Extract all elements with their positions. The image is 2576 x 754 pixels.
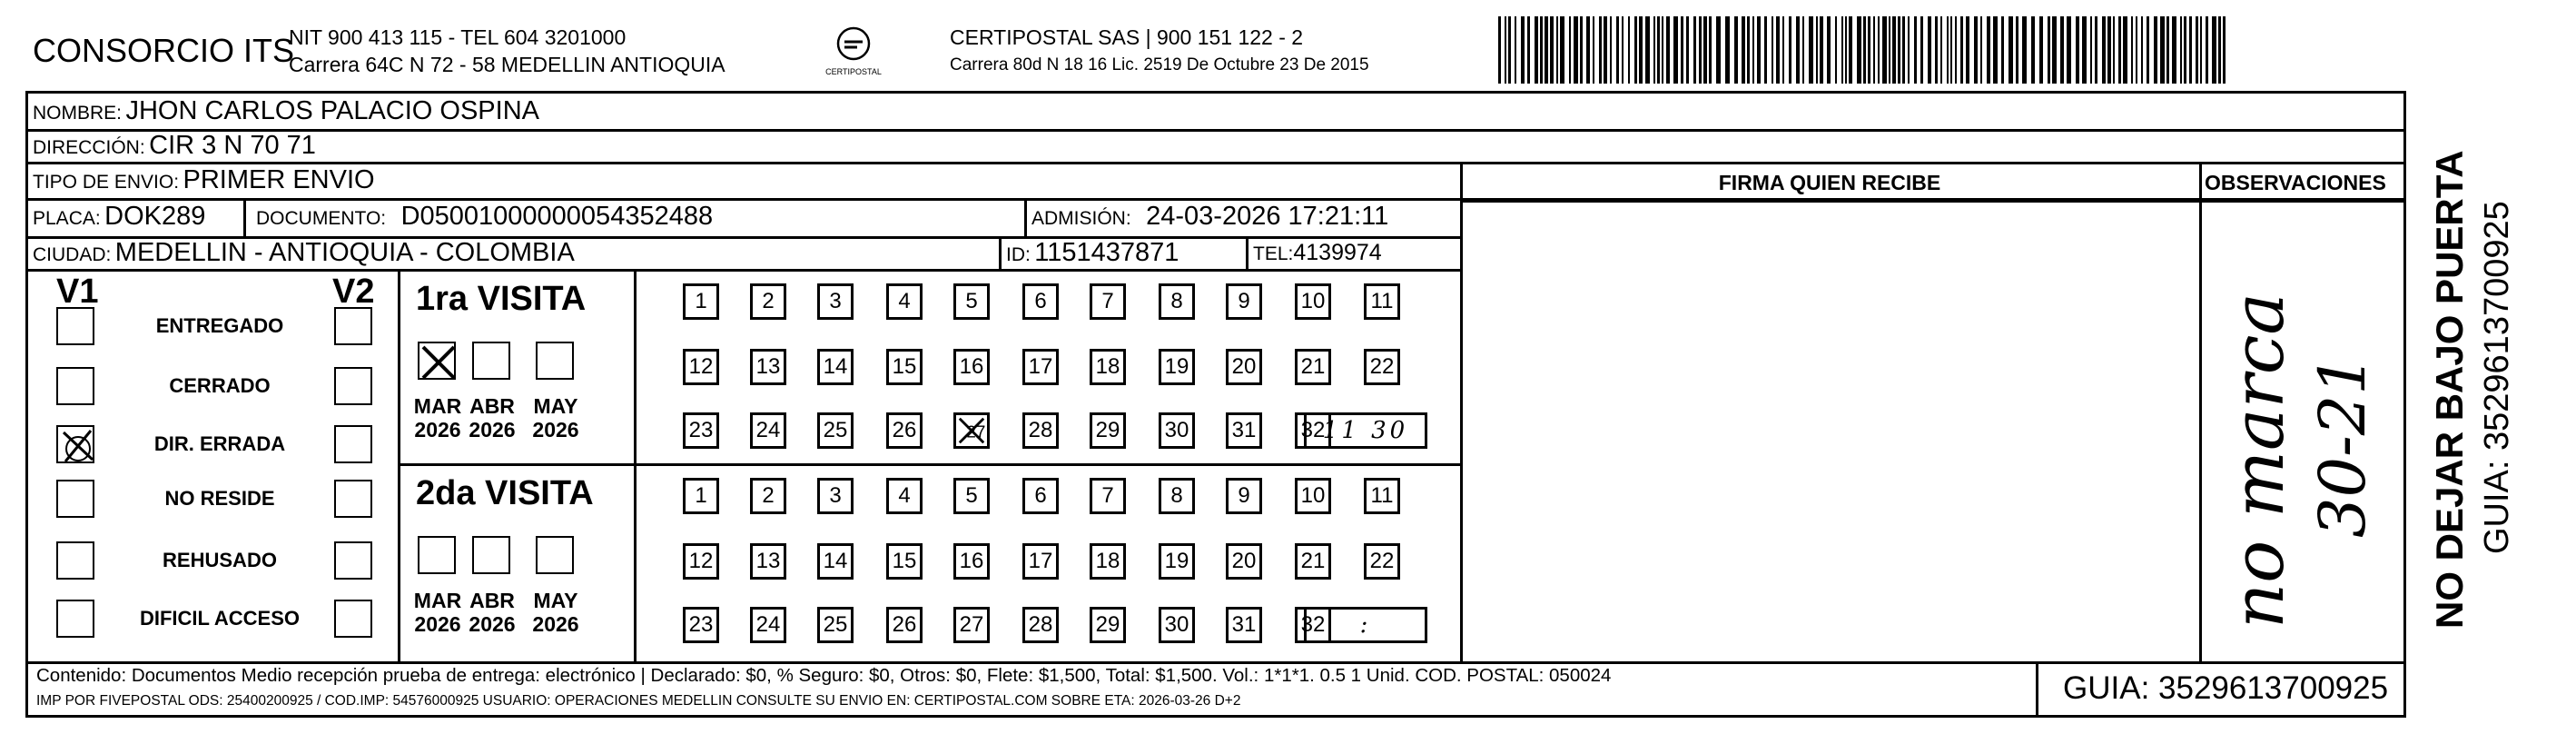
placa-row	[33, 203, 205, 230]
day-box[interactable]: 28	[1022, 607, 1059, 643]
day-box[interactable]: 4	[886, 283, 923, 320]
month-checkbox[interactable]	[418, 536, 456, 574]
day-box[interactable]: 17	[1022, 543, 1059, 580]
tel-label: TEL:	[1253, 243, 1294, 264]
id-row	[1006, 240, 1179, 266]
day-box[interactable]: 29	[1090, 607, 1126, 643]
month-checkbox[interactable]	[472, 342, 510, 380]
v2-checkbox[interactable]	[334, 307, 372, 345]
day-box[interactable]: 1	[683, 283, 719, 320]
day-box[interactable]: 11	[1364, 478, 1400, 514]
day-box[interactable]: 15	[886, 543, 923, 580]
id-value: 1151437871	[1034, 238, 1179, 267]
v2-checkbox[interactable]	[334, 425, 372, 463]
company-nit: NIT 900 413 115 - TEL 604 3201000	[289, 25, 627, 49]
day-box[interactable]: 16	[953, 543, 990, 580]
courier-name: CERTIPOSTAL SAS | 900 151 122 - 2	[950, 25, 1304, 49]
status-label: DIR. ERRADA	[153, 432, 286, 455]
day-box[interactable]: 11	[1364, 283, 1400, 320]
day-box[interactable]: 20	[1226, 349, 1262, 385]
id-label: ID:	[1006, 244, 1031, 265]
day-box[interactable]: 6	[1022, 478, 1059, 514]
observaciones-handwriting	[2201, 202, 2406, 661]
observaciones-label: OBSERVACIONES	[2205, 171, 2386, 194]
documento-label: DOCUMENTO:	[256, 208, 387, 229]
admision-row	[1031, 203, 1388, 230]
day-box[interactable]: 30	[1159, 412, 1195, 449]
day-box[interactable]: 1	[683, 478, 719, 514]
day-box[interactable]: 2	[750, 478, 786, 514]
day-box[interactable]: 2	[750, 283, 786, 320]
day-box[interactable]: 26	[886, 412, 923, 449]
day-box[interactable]: 8	[1159, 478, 1195, 514]
day-box[interactable]: 9	[1226, 283, 1262, 320]
day-box[interactable]: 20	[1226, 543, 1262, 580]
firma-label: FIRMA QUIEN RECIBE	[1718, 171, 1941, 194]
day-box[interactable]: 26	[886, 607, 923, 643]
day-box[interactable]: 8	[1159, 283, 1195, 320]
tipo-row	[33, 167, 375, 193]
day-box[interactable]: 27	[953, 607, 990, 643]
logo-text: CERTIPOSTAL	[825, 67, 882, 76]
month-checkbox[interactable]	[536, 536, 574, 574]
nombre-label: NOMBRE:	[33, 103, 123, 124]
svg-text:27: 27	[966, 422, 986, 442]
direccion-value: CIR 3 N 70 71	[149, 131, 316, 160]
placa-label: PLACA:	[33, 208, 101, 229]
month-checkbox[interactable]	[536, 342, 574, 380]
v1-checkbox[interactable]	[56, 480, 94, 518]
status-label: NO RESIDE	[164, 487, 275, 510]
day-box[interactable]: 19	[1159, 349, 1195, 385]
documento-value: D05001000000054352488	[400, 202, 714, 231]
v2-checkbox[interactable]	[334, 367, 372, 405]
day-box[interactable]: 3	[817, 283, 854, 320]
day-box[interactable]: 17	[1022, 349, 1059, 385]
footer-imp: IMP POR FIVEPOSTAL ODS: 25400200925 / COD.IMP: 54576000925 USUARIO: OPERACIONES MEDELLIN CONSULTE SU ENVIO EN: CERTIPOSTAL.COM SOBRE ETA: 2026-03-26 D+2	[36, 693, 1241, 709]
day-box[interactable]: 22	[1364, 349, 1400, 385]
day-box[interactable]: 7	[1090, 478, 1126, 514]
nombre-value: JHON CARLOS PALACIO OSPINA	[125, 96, 539, 125]
barcode	[1498, 16, 2225, 84]
day-box[interactable]: 5	[953, 478, 990, 514]
month-label: MAY 2026	[532, 589, 579, 637]
time-box[interactable]: 11 30	[1304, 412, 1427, 449]
day-box[interactable]: 15	[886, 349, 923, 385]
day-box[interactable]: 13	[750, 349, 786, 385]
certipostal-logo	[817, 24, 890, 78]
day-box[interactable]: 23	[683, 607, 719, 643]
day-box[interactable]: 18	[1090, 543, 1126, 580]
day-box[interactable]: 7	[1090, 283, 1126, 320]
day-box[interactable]: 32	[1295, 607, 1331, 643]
day-box[interactable]: 30	[1159, 607, 1195, 643]
month-label: MAR 2026	[413, 589, 462, 637]
day-box[interactable]: 4	[886, 478, 923, 514]
day-box[interactable]: 31	[1226, 607, 1262, 643]
admision-value: 24-03-2026 17:21:11	[1146, 202, 1389, 231]
side-guia: GUIA: 3529613700925	[2478, 201, 2516, 554]
day-box[interactable]: 21	[1295, 543, 1331, 580]
day-box[interactable]: 14	[817, 543, 854, 580]
day-box[interactable]	[953, 412, 990, 449]
month-checkbox[interactable]	[472, 536, 510, 574]
v1-checkbox[interactable]	[56, 307, 94, 345]
status-label: CERRADO	[169, 374, 271, 397]
v2-checkbox[interactable]	[334, 600, 372, 638]
tipo-label: TIPO DE ENVIO:	[33, 172, 180, 193]
check-mark-icon	[419, 343, 458, 382]
day-box[interactable]: 10	[1295, 478, 1331, 514]
day-box[interactable]: 5	[953, 283, 990, 320]
day-box[interactable]: 22	[1364, 543, 1400, 580]
placa-value: DOK289	[104, 202, 206, 231]
day-box[interactable]: 23	[683, 412, 719, 449]
visit-title: 1ra VISITA	[416, 280, 587, 318]
v1-checkbox[interactable]	[56, 425, 94, 463]
month-label: MAR 2026	[413, 394, 462, 442]
month-label: ABR 2026	[469, 589, 516, 637]
v2-checkbox[interactable]	[334, 480, 372, 518]
day-box[interactable]: 25	[817, 607, 854, 643]
handwriting-line-1: no marca	[2218, 293, 2300, 629]
handwriting-line-2: 30-21	[2305, 354, 2380, 538]
ciudad-value: MEDELLIN - ANTIOQUIA - COLOMBIA	[114, 238, 575, 267]
day-box[interactable]: 32	[1295, 412, 1331, 449]
v1-label: V1	[56, 273, 99, 311]
day-box[interactable]: 24	[750, 607, 786, 643]
v1-checkbox[interactable]	[56, 367, 94, 405]
footer-guia: GUIA: 3529613700925	[2063, 670, 2389, 706]
status-label: DIFICIL ACCESO	[139, 607, 300, 630]
tel-value: 4139974	[1293, 240, 1382, 265]
v2-label: V2	[332, 273, 375, 311]
courier-license: Carrera 80d N 18 16 Lic. 2519 De Octubre 23 De 2015	[950, 55, 1369, 74]
day-box[interactable]: 24	[750, 412, 786, 449]
company-address: Carrera 64C N 72 - 58 MEDELLIN ANTIOQUIA	[289, 53, 725, 76]
documento-row	[256, 203, 713, 230]
month-label: MAY 2026	[532, 394, 579, 442]
day-box[interactable]: 10	[1295, 283, 1331, 320]
visit-title: 2da VISITA	[416, 474, 594, 512]
month-checkbox[interactable]	[418, 342, 456, 380]
direccion-row	[33, 133, 316, 159]
v1-checkbox[interactable]	[56, 600, 94, 638]
ciudad-row	[33, 240, 575, 266]
day-box[interactable]: 6	[1022, 283, 1059, 320]
side-no-dejar: NO DEJAR BAJO PUERTA	[2428, 150, 2471, 629]
admision-label: ADMISIÓN:	[1031, 208, 1131, 229]
day-box[interactable]: 12	[683, 349, 719, 385]
day-box[interactable]: 14	[817, 349, 854, 385]
company-name: CONSORCIO ITS	[33, 32, 295, 69]
day-box[interactable]: 9	[1226, 478, 1262, 514]
day-box[interactable]: 29	[1090, 412, 1126, 449]
tipo-value: PRIMER ENVIO	[183, 165, 375, 194]
status-label: ENTREGADO	[155, 314, 284, 337]
day-box[interactable]: 28	[1022, 412, 1059, 449]
day-box[interactable]: 12	[683, 543, 719, 580]
time-box[interactable]: :	[1304, 607, 1427, 643]
month-label: ABR 2026	[469, 394, 516, 442]
day-box[interactable]: 21	[1295, 349, 1331, 385]
day-box[interactable]: 3	[817, 478, 854, 514]
tel-row	[1253, 242, 1382, 264]
v1-checkbox[interactable]	[56, 541, 94, 580]
day-box[interactable]: 31	[1226, 412, 1262, 449]
direccion-label: DIRECCIÓN:	[33, 137, 145, 158]
day-box[interactable]: 13	[750, 543, 786, 580]
day-box[interactable]: 25	[817, 412, 854, 449]
day-box[interactable]: 18	[1090, 349, 1126, 385]
v2-checkbox[interactable]	[334, 541, 372, 580]
ciudad-label: CIUDAD:	[33, 244, 112, 265]
status-label: REHUSADO	[163, 549, 277, 571]
day-box[interactable]: 16	[953, 349, 990, 385]
side-notice	[2408, 91, 2571, 727]
check-mark-icon	[956, 414, 987, 447]
nombre-row	[33, 98, 539, 124]
day-box[interactable]: 19	[1159, 543, 1195, 580]
check-mark-icon	[58, 427, 96, 465]
footer-contenido: Contenido: Documentos Medio recepción prueba de entrega: electrónico | Declarado: $0, % Seguro: $0, Otros: $0, Flete: $1,500, Total: $1,500. Vol.: 1*1*1. 0.5 1 Unid. COD. POSTAL: 050024	[36, 665, 1612, 686]
